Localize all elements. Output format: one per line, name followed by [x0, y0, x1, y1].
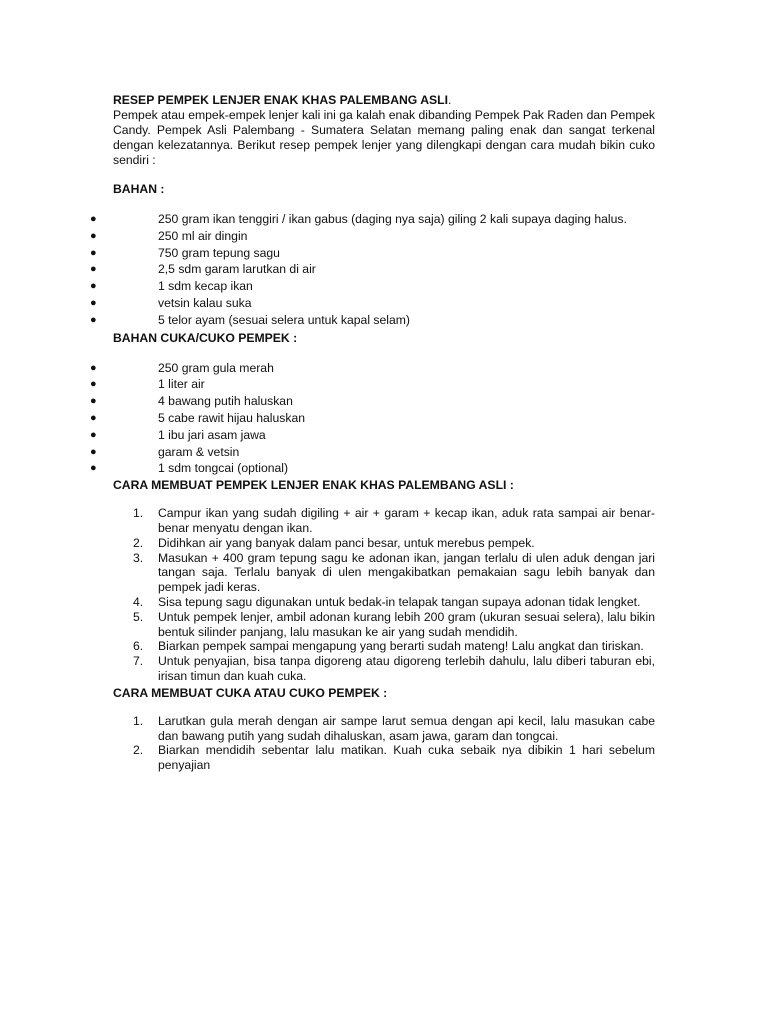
list-item-text: 750 gram tepung sagu	[158, 245, 280, 260]
bahan-cuka-list	[90, 360, 655, 478]
step-text: Masukan + 400 gram tepung sagu ke adonan ikan, jangan terlalu di ulen aduk dengan jari tangan saja. Terlalu banyak di ulen mengakibatkan pemakaian sagu lebih banyak dan pempek jadi keras.	[158, 550, 655, 595]
bullet-icon: ●	[90, 361, 97, 374]
step-number: 1.	[133, 506, 144, 521]
step-text: Larutkan gula merah dengan air sampe larut semua dengan api kecil, lalu masukan cabe dan bawang putih yang sudah dihaluskan, asam jawa, garam dan tongcai.	[158, 713, 655, 743]
bahan-list	[90, 211, 655, 329]
step-item	[113, 639, 655, 654]
list-item-text: 250 gram gula merah	[158, 360, 274, 375]
step-item	[113, 654, 655, 684]
list-item	[90, 360, 655, 377]
step-number: 3.	[133, 550, 144, 565]
step-text: Campur ikan yang sudah digiling + air + garam + kecap ikan, aduk rata sampai air benar-benar menyatu dengan ikan.	[158, 506, 655, 535]
step-text: Sisa tepung sagu digunakan untuk bedak-in telapak tangan supaya adonan tidak lengket.	[158, 594, 641, 609]
step-text: Untuk pempek lenjer, ambil adonan kurang lebih 200 gram (ukuran sesuai selera), lalu bikin bentuk silinder panjang, lalu masukan ke air yang sudah mendidih.	[158, 609, 655, 639]
list-item-text: 250 gram ikan tenggiri / ikan gabus (daging nya saja) giling 2 kali supaya daging halus.	[158, 212, 627, 226]
bullet-icon: ●	[90, 411, 97, 424]
list-item-text: 2,5 sdm garam larutkan di air	[158, 262, 316, 277]
step-item	[113, 551, 655, 595]
list-item	[90, 312, 655, 329]
list-item-text: 1 ibu jari asam jawa	[158, 427, 266, 442]
bullet-icon: ●	[90, 296, 97, 309]
list-item-text: 5 telor ayam (sesuai selera untuk kapal selam)	[158, 312, 410, 327]
cara-cuko-heading: CARA MEMBUAT CUKA ATAU CUKO PEMPEK :	[113, 685, 388, 700]
cara-pempek-heading: CARA MEMBUAT PEMPEK LENJER ENAK KHAS PALEMBANG ASLI :	[113, 478, 514, 493]
list-item	[90, 245, 655, 262]
list-item	[90, 211, 655, 228]
bullet-icon: ●	[90, 462, 97, 475]
bahan-cuka-heading: BAHAN CUKA/CUKO PEMPEK :	[113, 330, 298, 345]
list-item	[90, 410, 655, 427]
list-item-text: 1 sdm tongcai (optional)	[158, 461, 289, 476]
list-item	[90, 460, 655, 477]
bullet-icon: ●	[90, 313, 97, 326]
list-item-text: 5 cabe rawit hijau haluskan	[158, 410, 306, 425]
step-number: 2.	[133, 743, 144, 758]
list-item	[90, 278, 655, 295]
step-text: Biarkan pempek sampai mengapung yang berarti sudah mateng! Lalu angkat dan tiriskan.	[158, 639, 644, 654]
list-item	[90, 393, 655, 410]
step-text: Didihkan air yang banyak dalam panci besar, untuk merebus pempek.	[158, 535, 535, 550]
recipe-title	[113, 93, 655, 108]
step-item	[113, 506, 655, 536]
bullet-icon: ●	[90, 445, 97, 458]
bullet-icon: ●	[90, 246, 97, 259]
intro-paragraph: Pempek atau empek-empek lenjer kali ini ga kalah enak dibanding Pempek Pak Raden dan Pempek Candy. Pempek Asli Palembang - Sumatera Selatan memang paling enak dan sangat terkenal dengan kelezatannya. Berikut resep pempek lenjer yang dilengkapi dengan cara mudah bikin cuko sendiri :	[113, 108, 655, 167]
document-content	[90, 93, 655, 773]
list-item-text: 250 ml air dingin	[158, 228, 248, 243]
step-item	[113, 714, 655, 744]
recipe-title-period: .	[447, 93, 452, 107]
step-number: 4.	[133, 594, 144, 609]
step-item	[113, 536, 655, 551]
step-number: 6.	[133, 639, 144, 654]
bahan-heading: BAHAN :	[113, 182, 165, 196]
bullet-icon: ●	[90, 395, 97, 408]
bullet-icon: ●	[90, 229, 97, 242]
step-text: Untuk penyajian, bisa tanpa digoreng atau digoreng terlebih dahulu, lalu diberi taburan ebi, irisan timun dan kuah cuka.	[158, 654, 655, 683]
cara-pempek-steps	[113, 506, 655, 684]
recipe-title-text: RESEP PEMPEK LENJER ENAK KHAS PALEMBANG ASLI	[113, 93, 448, 107]
list-item	[90, 295, 655, 312]
step-item	[113, 595, 655, 610]
list-item-text: 1 liter air	[158, 377, 205, 392]
bullet-icon: ●	[90, 280, 97, 293]
step-number: 5.	[133, 609, 144, 624]
step-number: 7.	[133, 654, 144, 669]
list-item	[90, 376, 655, 393]
bullet-icon: ●	[90, 378, 97, 391]
list-item	[90, 228, 655, 245]
list-item	[90, 427, 655, 444]
bullet-icon: ●	[90, 428, 97, 441]
step-item	[113, 610, 655, 640]
bullet-icon: ●	[90, 263, 97, 276]
step-number: 1.	[133, 713, 144, 728]
list-item-text: 4 bawang putih haluskan	[158, 394, 293, 409]
list-item	[90, 261, 655, 278]
bullet-icon: ●	[90, 213, 97, 225]
step-text: Biarkan mendidih sebentar lalu matikan. Kuah cuka sebaik nya dibikin 1 hari sebelum penyajian	[158, 743, 655, 773]
list-item-text: vetsin kalau suka	[158, 295, 252, 310]
step-item	[113, 743, 655, 773]
cara-cuko-steps	[113, 714, 655, 773]
list-item	[90, 444, 655, 461]
step-number: 2.	[133, 535, 144, 550]
list-item-text: 1 sdm kecap ikan	[158, 279, 253, 294]
list-item-text: garam & vetsin	[158, 444, 240, 459]
